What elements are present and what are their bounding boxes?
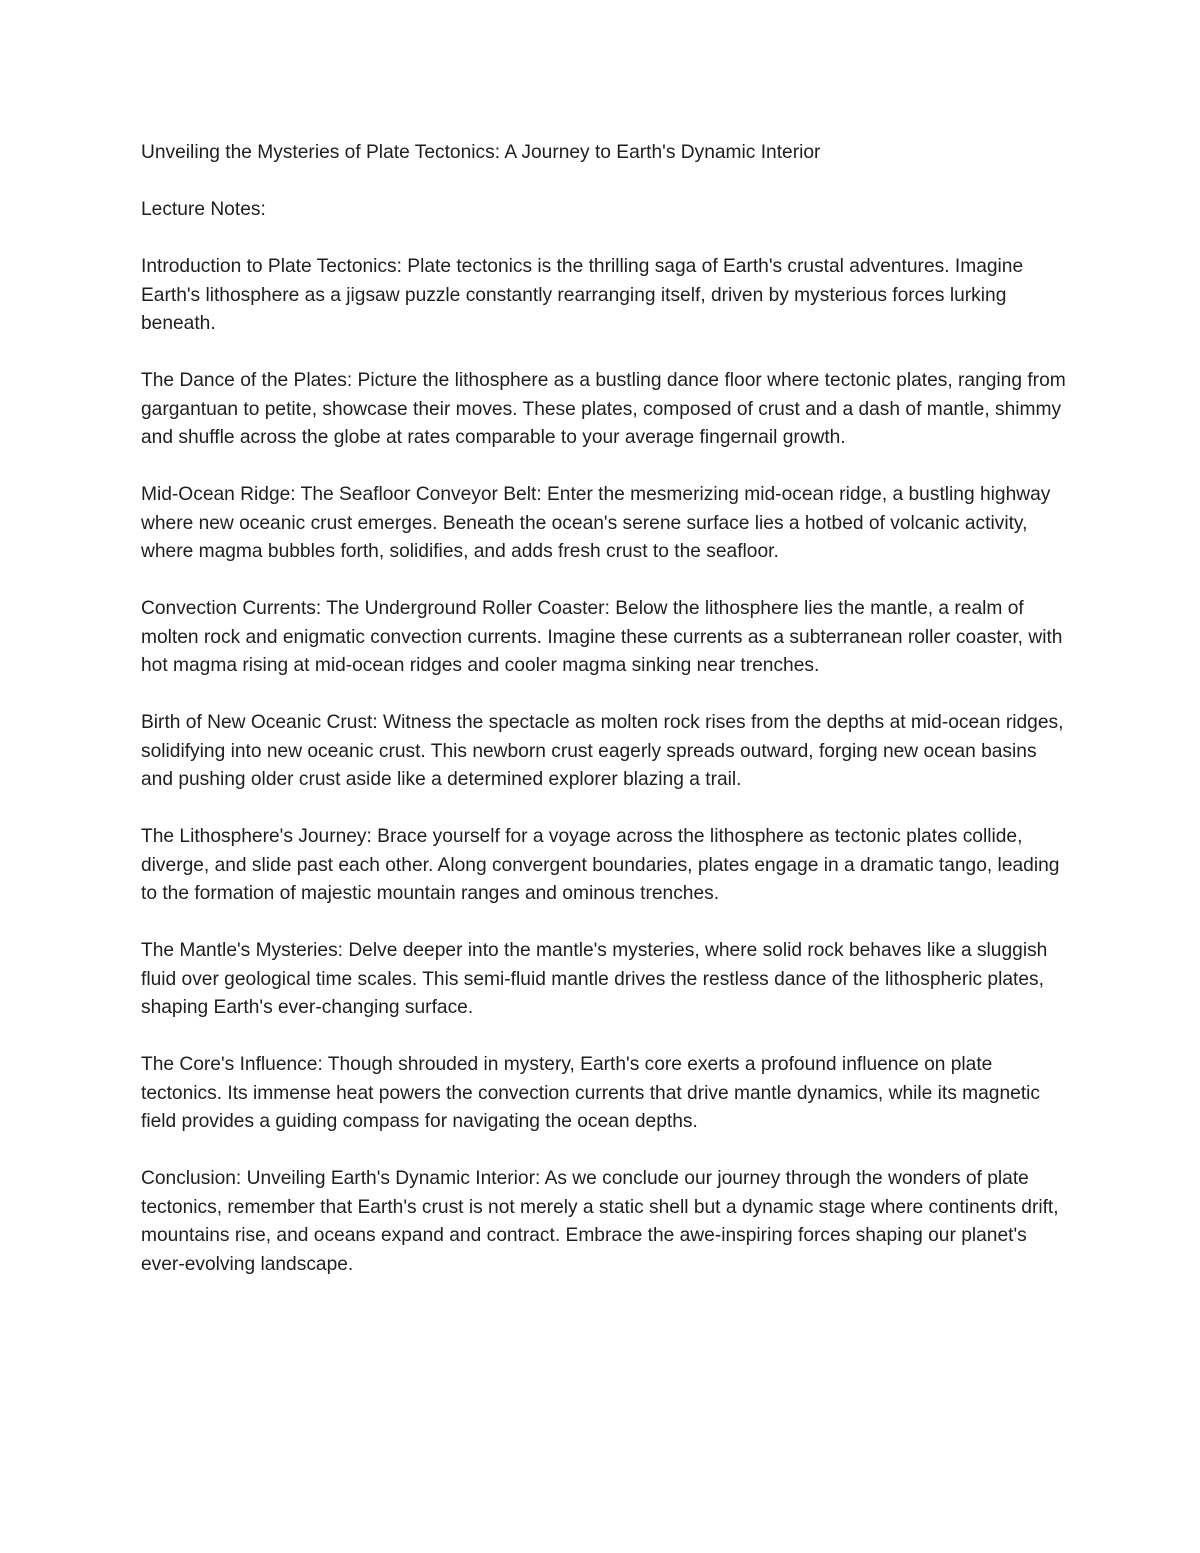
paragraph-mid-ocean-ridge: Mid-Ocean Ridge: The Seafloor Conveyor Belt: Enter the mesmerizing mid-ocean ridge, a bustling highway where new oceanic crust emerges. Beneath the ocean's serene surface lies a hotbed of volcanic activity, where magma bubbles forth, solidifies, and adds fresh crust to the seafloor.: [141, 484, 1051, 562]
paragraph-dance-of-plates: The Dance of the Plates: Picture the lithosphere as a bustling dance floor where tectonic plates, ranging from gargantuan to petite, showcase their moves. These plates, composed of crust and a dash of mantle, shimmy and shuffle across the globe at rates comparable to your average fingernail growth.: [141, 370, 1066, 448]
paragraph-mantle-mysteries: The Mantle's Mysteries: Delve deeper into the mantle's mysteries, where solid rock behaves like a sluggish fluid over geological time scales. This semi-fluid mantle drives the restless dance of the lithospheric plates, shaping Earth's ever-changing surface.: [141, 940, 1048, 1018]
paragraph-convection-currents: Convection Currents: The Underground Roller Coaster: Below the lithosphere lies the mantle, a realm of molten rock and enigmatic convection currents. Imagine these currents as a subterranean roller coaster, with hot magma rising at mid-ocean ridges and cooler magma sinking near trenches.: [141, 598, 1063, 676]
paragraph-conclusion: Conclusion: Unveiling Earth's Dynamic Interior: As we conclude our journey through the wonders of plate tectonics, remember that Earth's crust is not merely a static shell but a dynamic stage where continents drift, mountains rise, and oceans expand and contract. Embrace the awe-inspiring forces shaping our planet's ever-evolving landscape.: [141, 1168, 1059, 1275]
paragraph-core-influence: The Core's Influence: Though shrouded in mystery, Earth's core exerts a profound influence on plate tectonics. Its immense heat powers the convection currents that drive mantle dynamics, while its magnetic field provides a guiding compass for navigating the ocean depths.: [141, 1054, 1041, 1132]
document-page: [141, 139, 1071, 1308]
section-heading: Lecture Notes:: [141, 199, 266, 220]
paragraph-new-oceanic-crust: Birth of New Oceanic Crust: Witness the spectacle as molten rock rises from the depths at mid-ocean ridges, solidifying into new oceanic crust. This newborn crust eagerly spreads outward, forging new ocean basins and pushing older crust aside like a determined explorer blazing a trail.: [141, 712, 1064, 790]
paragraph-introduction: Introduction to Plate Tectonics: Plate tectonics is the thrilling saga of Earth's crustal adventures. Imagine Earth's lithosphere as a jigsaw puzzle constantly rearranging itself, driven by mysterious forces lurking beneath.: [141, 256, 1024, 334]
document-title: Unveiling the Mysteries of Plate Tectonics: A Journey to Earth's Dynamic Interior: [141, 142, 821, 163]
paragraph-lithosphere-journey: The Lithosphere's Journey: Brace yourself for a voyage across the lithosphere as tectonic plates collide, diverge, and slide past each other. Along convergent boundaries, plates engage in a dramatic tango, leading to the formation of majestic mountain ranges and ominous trenches.: [141, 826, 1060, 904]
